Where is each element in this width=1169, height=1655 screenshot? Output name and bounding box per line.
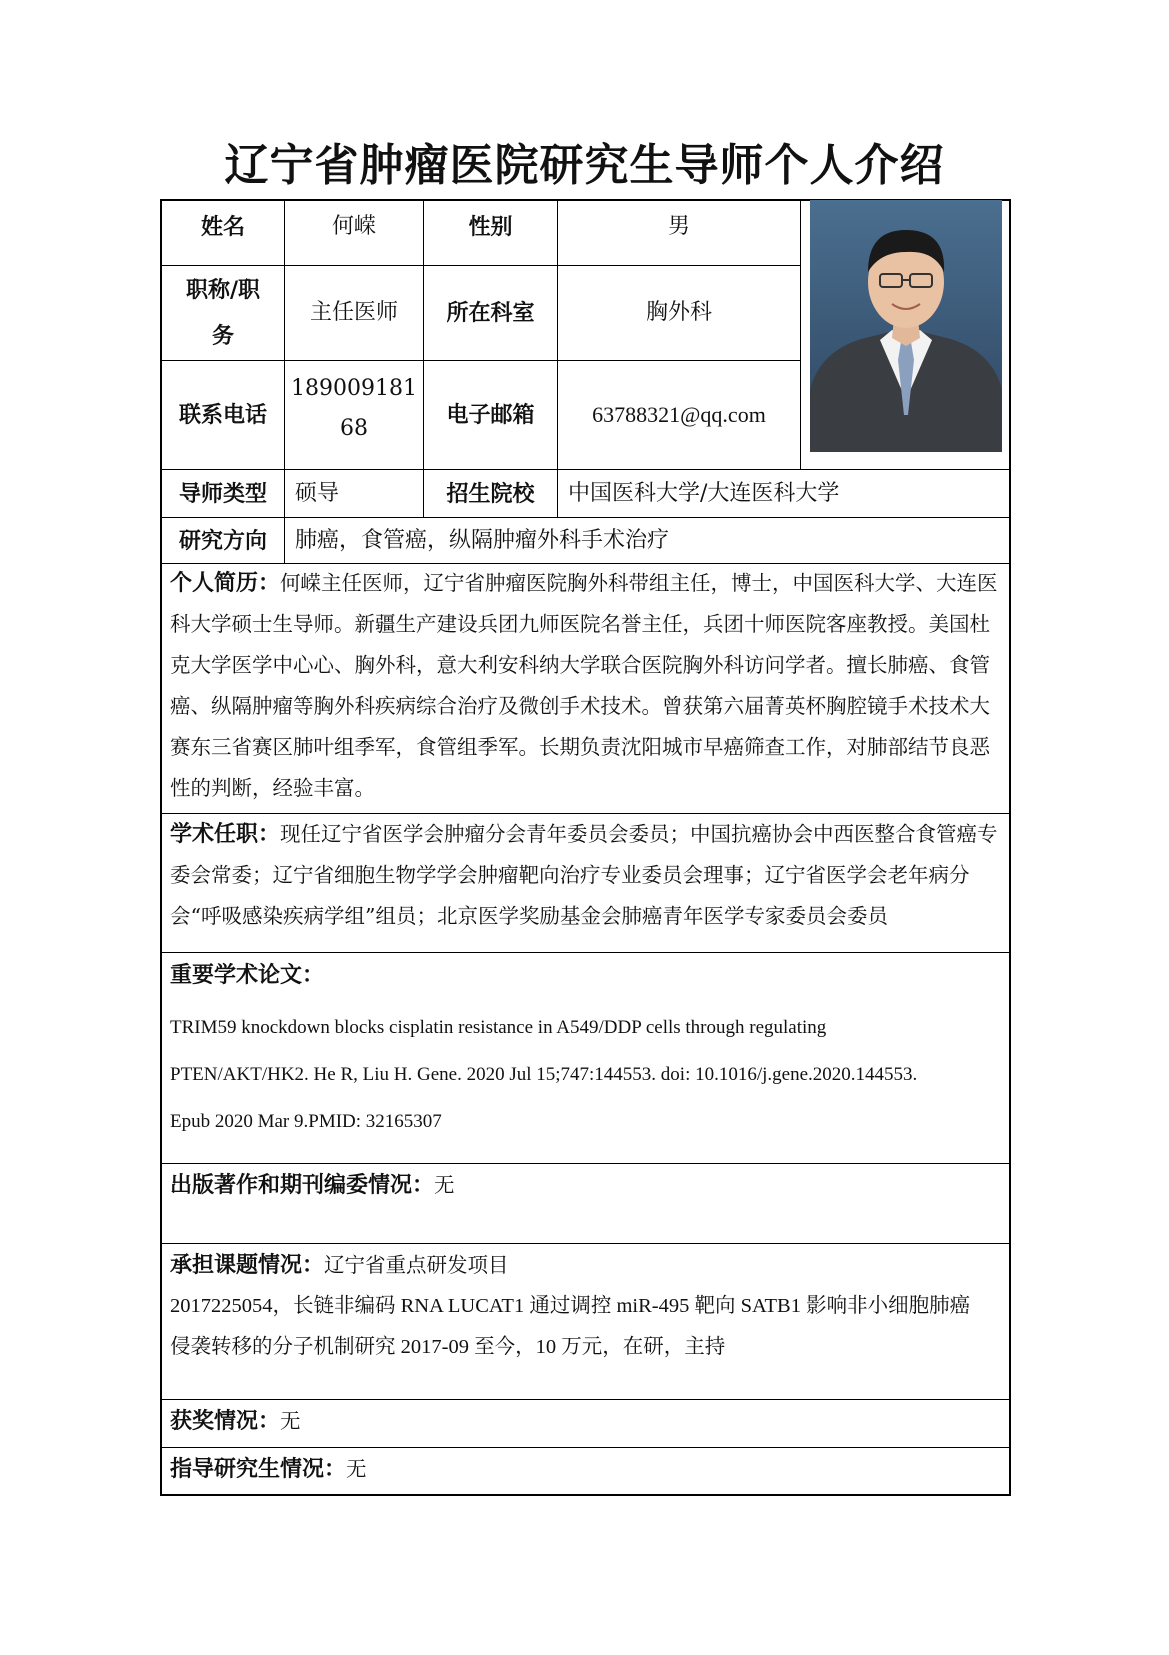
name-value: 何嵘 bbox=[331, 214, 376, 239]
title-label-line1: 职称/职 bbox=[185, 277, 261, 303]
paper-line-3: Epub 2020 Mar 9.PMID: 32165307 bbox=[170, 1111, 442, 1132]
dept-value: 胸外科 bbox=[645, 300, 712, 325]
phone-label: 联系电话 bbox=[178, 402, 267, 428]
academic-section bbox=[170, 814, 1005, 937]
title-value: 主任医师 bbox=[309, 300, 398, 325]
awards-label: 获奖情况： bbox=[170, 1408, 281, 1434]
students-section bbox=[170, 1449, 1005, 1490]
email-value: 63788321@qq.com bbox=[592, 402, 766, 427]
students-label: 指导研究生情况： bbox=[170, 1456, 347, 1482]
projects-label: 承担课题情况： bbox=[170, 1252, 325, 1278]
email-label: 电子邮箱 bbox=[446, 402, 535, 428]
projects-value-line1: 辽宁省重点研发项目 bbox=[324, 1253, 509, 1277]
divider bbox=[160, 1447, 1011, 1448]
paper-line-1: TRIM59 knockdown blocks cisplatin resistance in A549/DDP cells through regulating bbox=[170, 1017, 827, 1038]
phone-value bbox=[285, 361, 423, 457]
divider bbox=[160, 1243, 1011, 1244]
gender-label: 性别 bbox=[468, 214, 513, 240]
academic-text: 现任辽宁省医学会肿瘤分会青年委员会委员；中国抗癌协会中西医整合食管癌专委会常委；辽宁省细胞生物学学会肿瘤靶向治疗专业委员会理事；辽宁省医学会老年病分会“呼吸感染疾病学组”组员；北京医学奖励基金会肺癌青年医学专家委员会委员 bbox=[170, 822, 998, 928]
papers-label: 重要学术论文： bbox=[170, 962, 325, 988]
portrait-photo bbox=[810, 200, 1002, 452]
border-bottom bbox=[160, 1494, 1011, 1496]
awards-value: 无 bbox=[280, 1409, 301, 1433]
divider bbox=[800, 199, 801, 469]
bio-text: 何嵘主任医师，辽宁省肿瘤医院胸外科带组主任，博士，中国医科大学、大连医科大学硕士生导师。新疆生产建设兵团九师医院名誉主任，兵团十师医院客座教授。美国杜克大学医学中心心、胸外科，意大利安科纳大学联合医院胸外科访问学者。擅长肺癌、食管癌、纵隔肿瘤等胸外科疾病综合治疗及微创手术技术。曾获第六届菁英杯胸腔镜手术技术大赛东三省赛区肺叶组季军，食管组季军。长期负责沈阳城市早癌筛查工作，对肺部结节良恶性的判断，经验丰富。 bbox=[170, 571, 998, 800]
school-label: 招生院校 bbox=[446, 480, 535, 507]
research-value: 肺癌，食管癌，纵隔肿瘤外科手术治疗 bbox=[295, 527, 670, 553]
phone-line1: 189009181 bbox=[291, 376, 417, 401]
publications-section bbox=[170, 1165, 1005, 1206]
bio-label: 个人简历： bbox=[170, 570, 281, 596]
title-label-line2: 务 bbox=[211, 323, 234, 349]
students-value: 无 bbox=[346, 1457, 367, 1481]
type-label: 导师类型 bbox=[178, 480, 267, 507]
dept-label: 所在科室 bbox=[446, 300, 535, 326]
type-value: 硕导 bbox=[295, 480, 340, 506]
projects-section bbox=[170, 1245, 1005, 1368]
border-right bbox=[1009, 199, 1011, 1496]
publications-value: 无 bbox=[434, 1173, 455, 1197]
papers-section bbox=[170, 955, 1005, 1145]
projects-value-line2: 2017225054，长链非编码 RNA LUCAT1 通过调控 miR-495 靶向 SATB1 影响非小细胞肺癌 bbox=[170, 1295, 971, 1317]
research-label: 研究方向 bbox=[178, 527, 267, 554]
bio-section bbox=[170, 563, 1005, 809]
academic-label: 学术任职： bbox=[170, 821, 281, 847]
divider bbox=[160, 1399, 1011, 1400]
name-label: 姓名 bbox=[200, 214, 245, 240]
projects-value-line3: 侵袭转移的分子机制研究 2017-09 至今，10 万元，在研，主持 bbox=[170, 1336, 726, 1358]
school-value: 中国医科大学/大连医科大学 bbox=[568, 480, 840, 506]
profile-form bbox=[160, 199, 1011, 1496]
title-label bbox=[162, 266, 284, 360]
awards-section bbox=[170, 1401, 1005, 1442]
paper-line-2: PTEN/AKT/HK2. He R, Liu H. Gene. 2020 Jul 15;747:144553. doi: 10.1016/j.gene.2020.144553. bbox=[170, 1064, 918, 1085]
divider bbox=[160, 952, 1011, 953]
page-title: 辽宁省肿瘤医院研究生导师个人介绍 bbox=[224, 140, 945, 191]
publications-label: 出版著作和期刊编委情况： bbox=[170, 1172, 435, 1198]
phone-line2: 68 bbox=[340, 416, 368, 441]
portrait-illustration bbox=[810, 200, 1002, 452]
divider bbox=[160, 1163, 1011, 1164]
gender-value: 男 bbox=[667, 214, 690, 239]
